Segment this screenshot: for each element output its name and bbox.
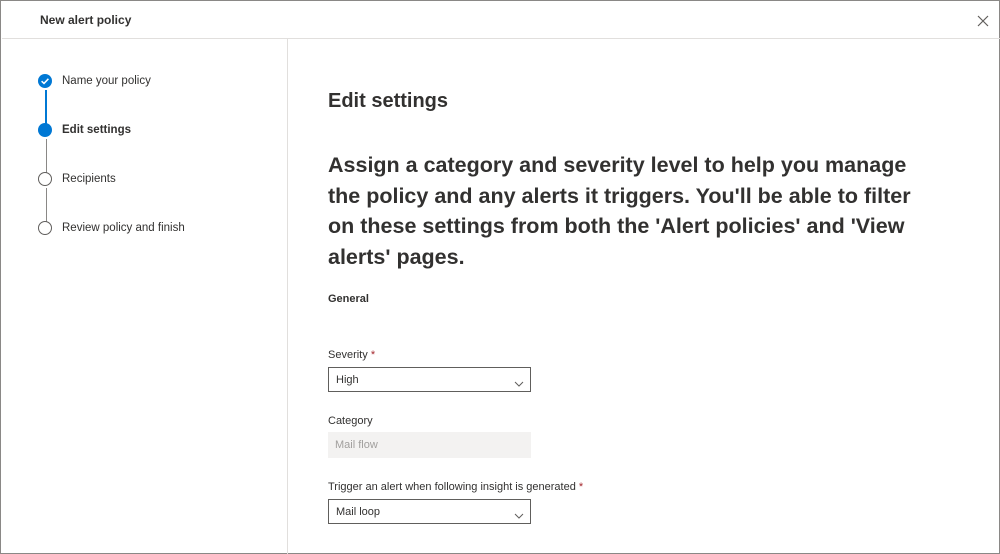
page-title: Edit settings [328,90,449,112]
panel-title: New alert policy [40,13,132,27]
trigger-insight-value: Mail loop [336,506,381,518]
category-value: Mail flow [335,439,378,451]
panel-header [2,2,1000,39]
step-label: Recipients [62,173,116,185]
pending-step-icon [38,221,52,235]
step-label: Edit settings [62,124,132,136]
wizard-steps-nav [2,39,288,554]
checkmark-icon [38,74,52,88]
chevron-down-icon [514,507,524,515]
severity-label-text: Severity [328,349,368,361]
trigger-insight-dropdown[interactable] [328,499,531,524]
step-label: Review policy and finish [62,222,185,234]
severity-value: High [336,374,359,386]
category-field [328,432,531,458]
category-label: Category [328,415,373,427]
current-step-icon [38,123,52,137]
trigger-label-text: Trigger an alert when following insight is generated [328,481,576,493]
close-icon[interactable] [974,12,992,30]
required-mark: * [578,481,584,493]
section-heading-general: General [328,293,369,305]
pending-step-icon [38,172,52,186]
severity-label [328,349,375,361]
required-mark: * [370,349,376,361]
step-label: Name your policy [62,75,151,87]
page-description: Assign a category and severity level to help you manage the policy and any alerts it triggers. You'll be able to filter on these settings from both the 'Alert policies' and 'View alerts' pages. [328,153,911,269]
trigger-label [328,481,583,493]
main-content [289,39,1000,554]
chevron-down-icon [514,375,524,383]
severity-dropdown[interactable] [328,367,531,392]
